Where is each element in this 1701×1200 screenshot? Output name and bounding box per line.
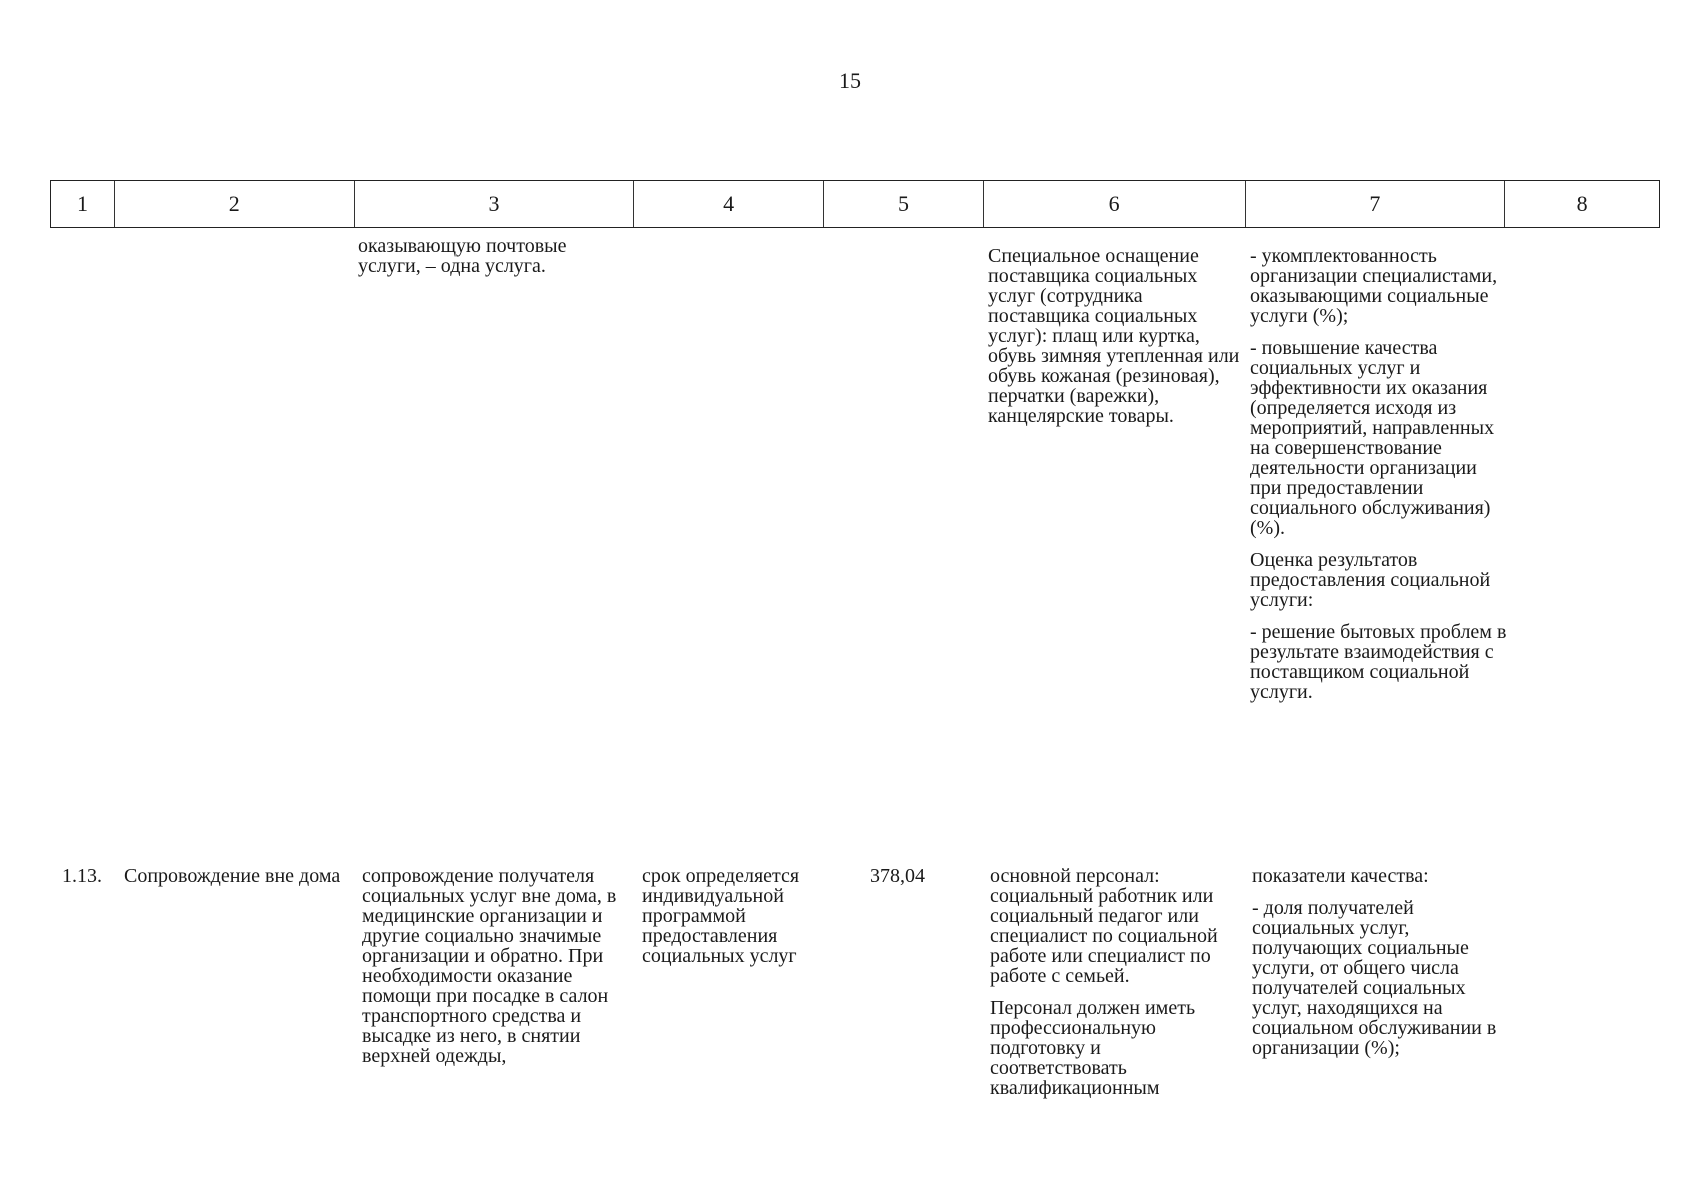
service-indicators-item-1: показатели качества:: [1252, 865, 1429, 887]
continuation-col7-text: [1250, 246, 1510, 714]
header-col-7: 7: [1246, 181, 1506, 227]
header-col-6: 6: [984, 181, 1246, 227]
header-col-8: 8: [1576, 191, 1588, 216]
continuation-col7-item-1: - укомплектованность организации специалистами, оказывающими социальные услуги (%);: [1250, 245, 1498, 327]
continuation-col7-item-3: Оценка результатов предоставления социальной услуги:: [1250, 549, 1491, 611]
service-indicators: [1252, 866, 1510, 1070]
header-col-5: 5: [824, 181, 984, 227]
service-description-text: сопровождение получателя социальных услуг вне дома, в медицинские организации и другие социально значимые организации и обратно. При необходимости оказание помощи при посадке в салон транспортного средства и высадке из него, в снятии верхней одежды,: [362, 865, 617, 1067]
service-term-text: срок определяется индивидуальной программой предоставления социальных услуг: [642, 865, 800, 967]
service-indicators-item-2: - доля получателей социальных услуг, получающих социальные услуги, от общего числа получателей социальных услуг, находящихся на социальном обслуживании в организации (%);: [1252, 897, 1497, 1059]
continuation-col6-text: [988, 246, 1240, 438]
continuation-col7-item-4: - решение бытовых проблем в результате взаимодействия с поставщиком социальной услуги.: [1250, 621, 1507, 703]
continuation-col7-item-2: - повышение качества социальных услуг и эффективности их оказания (определяется исходя из мероприятий, направленных на совершенствование деятельности организации при предоставлении социального обслуживания) (%).: [1250, 337, 1495, 539]
continuation-col6-paragraph: Специальное оснащение поставщика социальных услуг (сотрудника поставщика социальных услуг): плащ или куртка, обувь зимняя утепленная или обувь кожаная (резиновая), перчатки (варежки), канцелярские товары.: [988, 245, 1240, 427]
service-conditions-item-1: основной персонал: социальный работник или социальный педагог или специалист по социальной работе или специалист по работе с семьей.: [990, 865, 1218, 987]
continuation-col3-paragraph: оказывающую почтовые услуги, – одна услуга.: [358, 235, 567, 277]
continuation-col3-text: [358, 236, 628, 288]
service-name: [124, 866, 344, 898]
service-term: [642, 866, 822, 978]
header-col-4: 4: [634, 181, 824, 227]
row-number: 1.13.: [62, 865, 102, 887]
header-col-3: 3: [355, 181, 635, 227]
table-header-row: [50, 180, 1660, 228]
header-col-1: 1: [51, 181, 115, 227]
header-col-2: 2: [115, 181, 355, 227]
service-conditions-item-2: Персонал должен иметь профессиональную подготовку и соответствовать квалификационным: [990, 997, 1196, 1099]
service-name-text: Сопровождение вне дома: [124, 865, 341, 887]
service-price: 378,04: [870, 865, 925, 887]
page-number: 15: [839, 68, 861, 93]
service-description: [362, 866, 630, 1078]
service-conditions: [990, 866, 1242, 1110]
